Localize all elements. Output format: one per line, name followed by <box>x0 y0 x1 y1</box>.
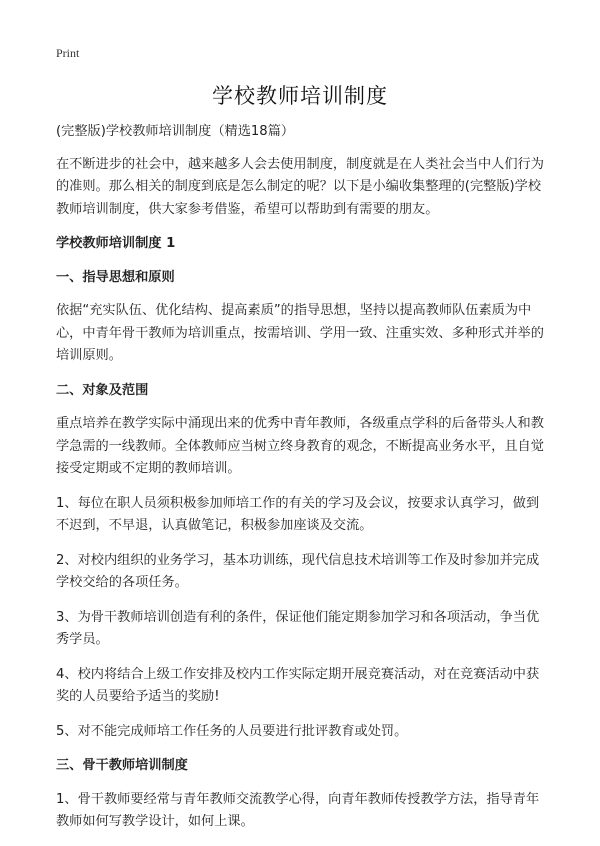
list-item-4: 4、校内将结合上级工作安排及校内工作实际定期开展竞赛活动，对在竞赛活动中获奖的人员要给予适当的奖励! <box>56 666 540 704</box>
list-item-3: 3、为骨干教师培训创造有利的条件，保证他们能定期参加学习和各项活动，争当优秀学员。 <box>56 609 540 647</box>
heading-guiding-principles: 一、指导思想和原则 <box>56 269 175 285</box>
document-title: 学校教师培训制度 <box>212 84 388 108</box>
heading-scope: 二、对象及范围 <box>56 382 149 398</box>
section-title: 学校教师培训制度 1 <box>56 236 176 251</box>
list-item-2: 2、对校内组织的业务学习，基本功训练，现代信息技术培训等工作及时参加并完成学校交给的各项任务。 <box>56 552 540 590</box>
list-item-1: 1、每位在职人员须积极参加师培工作的有关的学习及会议，按要求认真学习，做到不迟到，不早退，认真做笔记，积极参加座谈及交流。 <box>56 495 540 533</box>
heading-backbone-teachers: 三、骨干教师培训制度 <box>56 758 188 773</box>
document-subtitle: (完整版)学校教师培训制度（精选18篇） <box>56 124 295 139</box>
document-body <box>56 121 552 846</box>
paragraph-guiding-principles: 依据“充实队伍、优化结构、提高素质”的指导思想，坚持以提高教师队伍素质为中心，中青年骨干教师为培训重点，按需培训、学用一致、注重实效、多种形式并举的培训原则。 <box>56 303 544 363</box>
list-item-6: 1、骨干教师要经常与青年教师交流教学心得，向青年教师传授教学方法，指导青年教师如何写教学设计，如何上课。 <box>56 791 540 829</box>
paragraph-scope: 重点培养在教学实际中涌现出来的优秀中青年教师，各级重点学科的后备带头人和教学急需的一线教师。全体教师应当树立终身教育的观念，不断提高业务水平，且自觉接受定期或不定期的教师培训。 <box>56 416 544 476</box>
intro-paragraph: 在不断进步的社会中，越来越多人会去使用制度，制度就是在人类社会当中人们行为的准则。那么相关的制度到底是怎么制定的呢？以下是小编收集整理的(完整版)学校教师培训制度，供大家参考借鉴，希望可以帮助到有需要的朋友。 <box>56 156 544 217</box>
list-item-5: 5、对不能完成师培工作任务的人员要进行批评教育或处罚。 <box>56 723 408 739</box>
print-label: Print <box>56 46 80 60</box>
